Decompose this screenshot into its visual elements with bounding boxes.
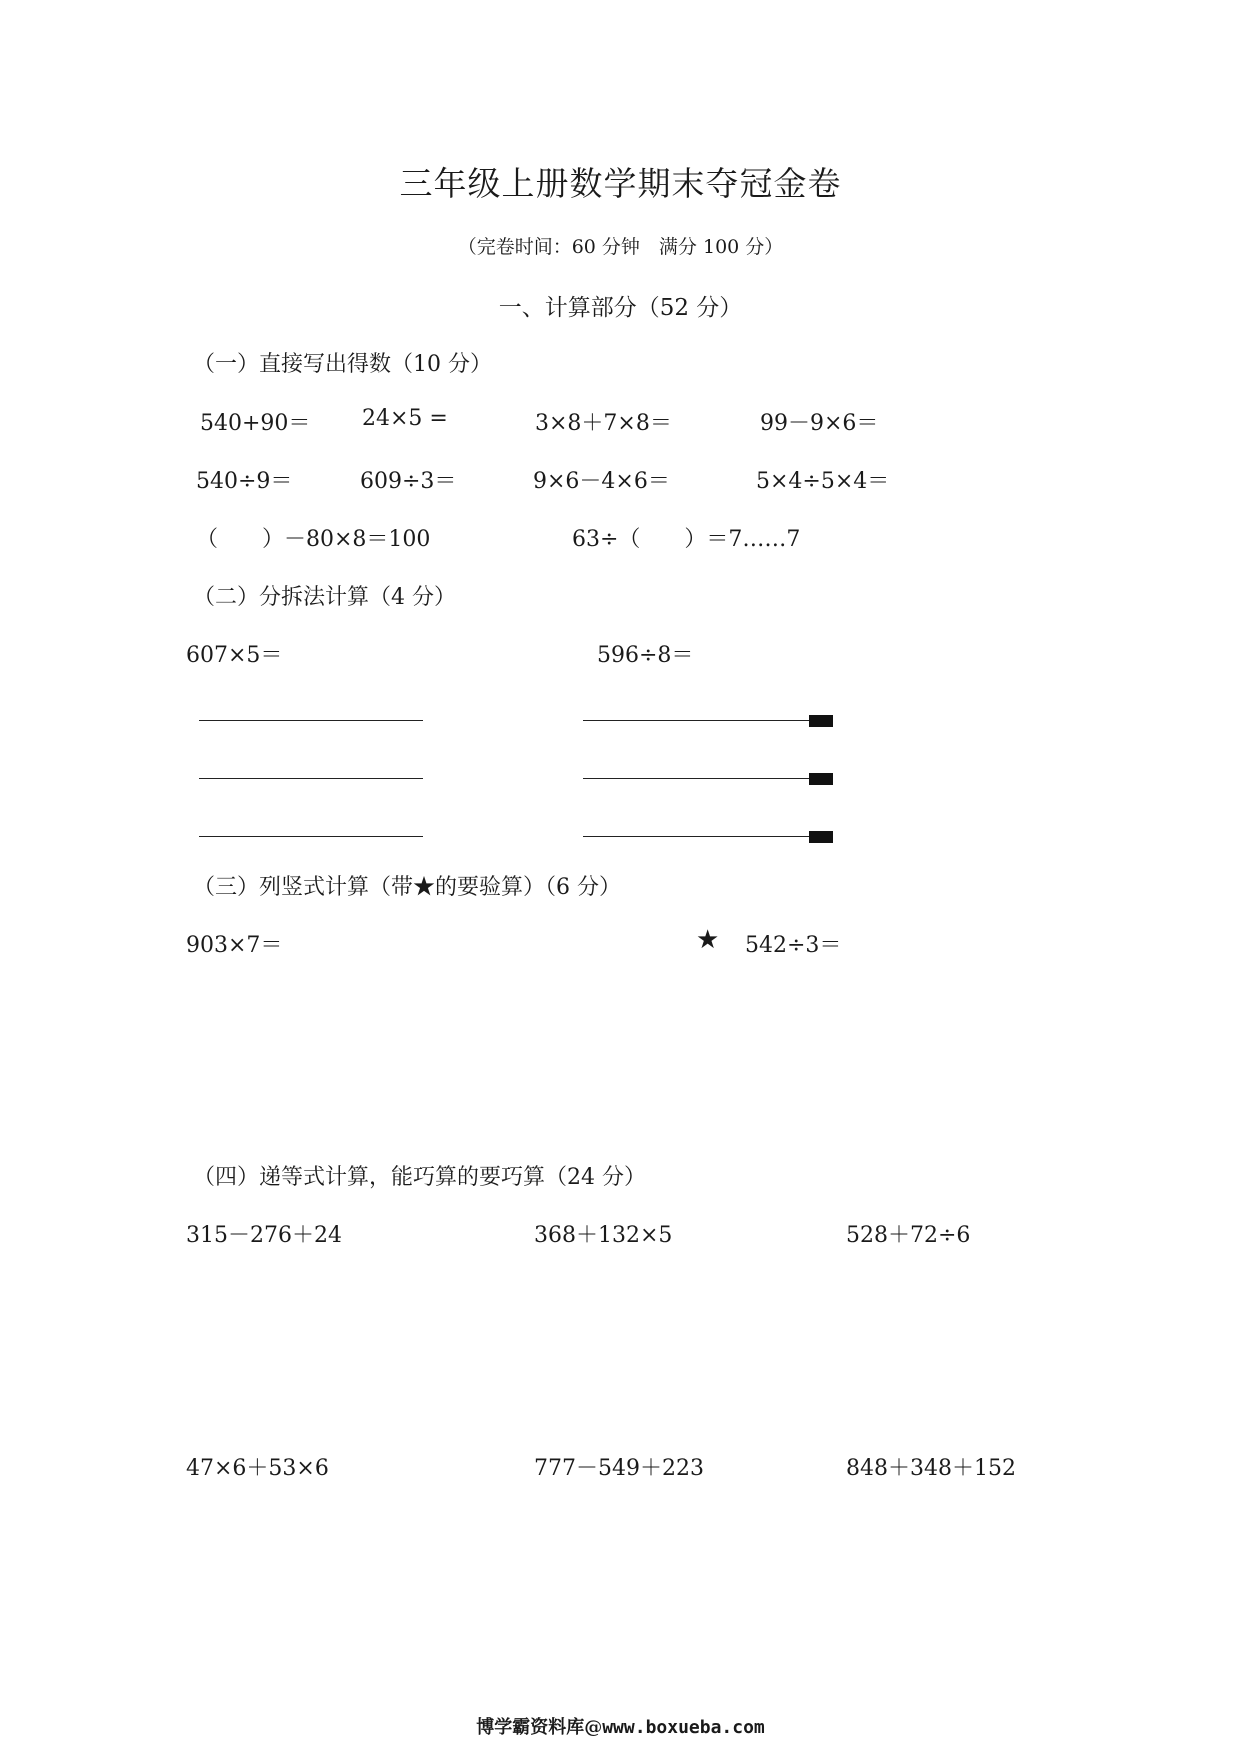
problem-2-1: 540÷9＝ bbox=[196, 469, 293, 494]
answer-line bbox=[583, 778, 809, 779]
section-heading-calculation: 一、计算部分（52 分） bbox=[498, 295, 743, 321]
step-problem-1-1: 315－276＋24 bbox=[186, 1223, 342, 1248]
problem-2-4: 5×4÷5×4＝ bbox=[756, 469, 890, 494]
star-icon: ★ bbox=[696, 925, 720, 955]
problem-2-3: 9×6－4×6＝ bbox=[533, 469, 670, 494]
step-problem-2-1: 47×6＋53×6 bbox=[186, 1456, 329, 1481]
vertical-problem-2: 542÷3＝ bbox=[745, 933, 842, 958]
problem-3-1: （ ）－80×8＝100 bbox=[196, 527, 431, 552]
part-3-heading: （三）列竖式计算（带★的要验算）（6 分） bbox=[193, 875, 621, 900]
problem-2-2: 609÷3＝ bbox=[360, 469, 457, 494]
exam-subtitle: （完卷时间：60 分钟 满分 100 分） bbox=[457, 236, 784, 258]
answer-line bbox=[583, 720, 809, 721]
problem-1-4: 99－9×6＝ bbox=[760, 411, 879, 436]
problem-1-1: 540+90＝ bbox=[200, 411, 311, 436]
part-4-heading: （四）递等式计算，能巧算的要巧算（24 分） bbox=[193, 1165, 646, 1190]
problem-1-3: 3×8＋7×8＝ bbox=[535, 411, 672, 436]
footer-watermark bbox=[0, 1713, 1241, 1739]
answer-line bbox=[199, 778, 423, 779]
line-end-mark bbox=[809, 715, 833, 727]
part-2-heading: （二）分拆法计算（4 分） bbox=[193, 585, 456, 610]
vertical-problem-1: 903×7＝ bbox=[186, 933, 283, 958]
footer-url[interactable]: www.boxueba.com bbox=[602, 1717, 765, 1738]
split-problem-2: 596÷8＝ bbox=[597, 643, 694, 668]
problem-3-2: 63÷（ ）＝7……7 bbox=[572, 527, 801, 552]
line-end-mark bbox=[809, 773, 833, 785]
part-1-heading: （一）直接写出得数（10 分） bbox=[193, 352, 492, 377]
split-problem-1: 607×5＝ bbox=[186, 643, 283, 668]
line-end-mark bbox=[809, 831, 833, 843]
step-problem-2-3: 848＋348＋152 bbox=[846, 1456, 1016, 1481]
answer-line bbox=[583, 836, 809, 837]
step-problem-1-2: 368＋132×5 bbox=[534, 1223, 673, 1248]
step-problem-1-3: 528＋72÷6 bbox=[846, 1223, 971, 1248]
step-problem-2-2: 777－549＋223 bbox=[534, 1456, 704, 1481]
answer-line bbox=[199, 720, 423, 721]
exam-title: 三年级上册数学期末夺冠金卷 bbox=[399, 164, 842, 203]
problem-1-2: 24×5 = bbox=[362, 406, 448, 431]
answer-line bbox=[199, 836, 423, 837]
footer-brand: 博学霸资料库@ bbox=[476, 1717, 603, 1738]
